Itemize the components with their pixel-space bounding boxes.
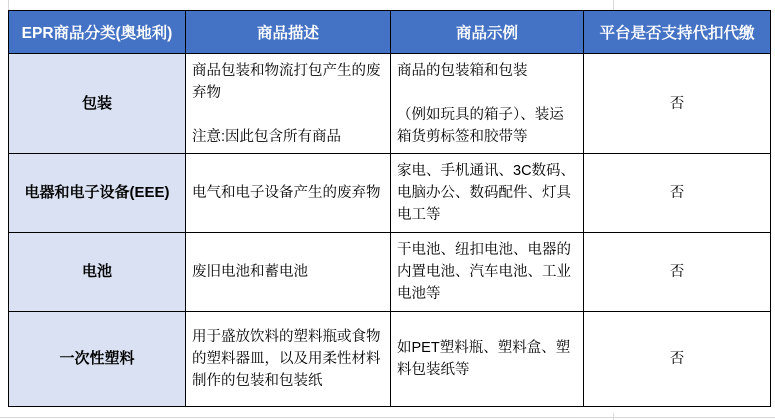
description-cell [186,312,391,407]
examples-cell [391,312,584,407]
description-paragraph: 电气和电子设备产生的废弃物 [192,185,381,201]
column-header-description: 商品描述 [186,11,391,54]
description-cell [186,154,391,233]
category-cell: 电器和电子设备(EEE) [9,154,186,233]
table-header-row [9,11,771,54]
examples-paragraph: 商品的包装箱和包装 [397,62,528,79]
column-header-withholding: 平台是否支持代扣代缴 [584,11,771,54]
description-paragraph: 商品包装和物流打包产生的废弃物 [192,62,381,101]
description-paragraph: 注意:因此包含所有商品 [192,128,342,145]
examples-paragraph: （例如玩具的箱子）、装运箱货剪标签和胶带等 [397,106,564,145]
table-body [9,54,771,407]
examples-cell [391,233,584,312]
description-paragraph: 废旧电池和蓄电池 [192,264,308,280]
spreadsheet-gridline [8,0,9,10]
examples-paragraph: 家电、手机通讯、3C数码、电脑办公、数码配件、灯具电工等 [397,163,576,223]
examples-paragraph: 干电池、纽扣电池、电器的内置电池、汽车电池、工业电池等 [397,242,571,302]
spreadsheet-gridline [613,0,614,10]
description-cell [186,233,391,312]
spreadsheet-gridline [0,417,775,418]
withholding-cell: 否 [584,54,771,154]
table-row [9,54,771,154]
examples-cell [391,54,584,154]
examples-paragraph: 如PET塑料瓶、塑料盒、塑料包装纸等 [397,340,571,378]
column-header-category: EPR商品分类(奥地利) [9,11,186,54]
description-cell [186,54,391,154]
withholding-cell: 否 [584,154,771,233]
withholding-cell: 否 [584,233,771,312]
category-cell: 电池 [9,233,186,312]
examples-cell [391,154,584,233]
category-cell: 包装 [9,54,186,154]
column-header-examples: 商品示例 [391,11,584,54]
category-cell: 一次性塑料 [9,312,186,407]
table-row [9,154,771,233]
epr-category-table [8,10,771,407]
table-row [9,233,771,312]
withholding-cell: 否 [584,312,771,407]
description-paragraph: 用于盛放饮料的塑料瓶或食物的塑料器皿，以及用柔性材料制作的包装和包装纸 [192,329,381,389]
table-row [9,312,771,407]
